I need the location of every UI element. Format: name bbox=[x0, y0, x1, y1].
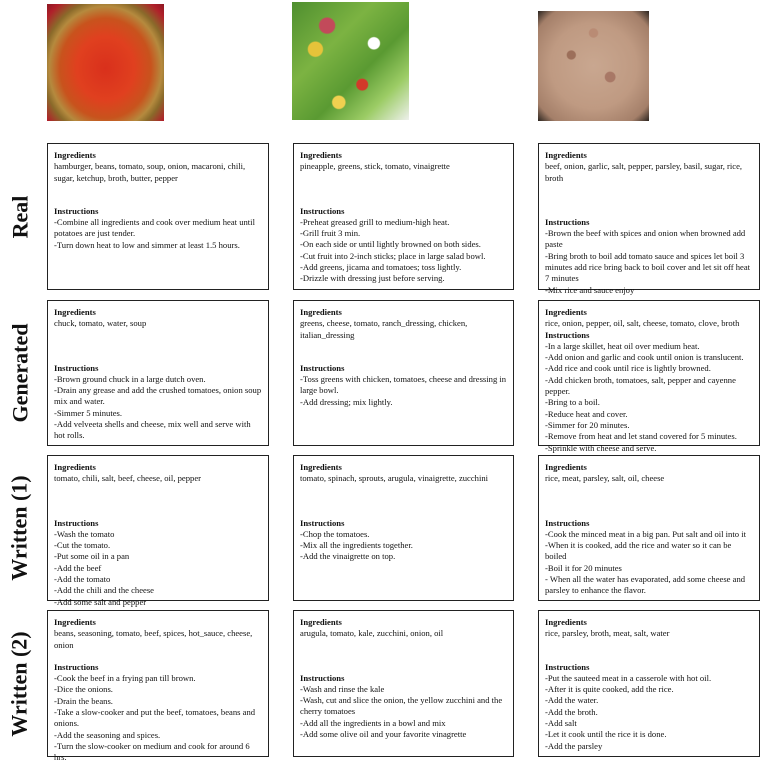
instruction-step: -Add all the ingredients in a bowl and mix bbox=[300, 717, 446, 728]
instruction-step: -Wash, cut and slice the onion, the yellow zucchini and the cherry tomatoes bbox=[300, 695, 503, 717]
instruction-step: -Add the chili and the cheese bbox=[54, 585, 154, 596]
chili-bowl-photo bbox=[47, 4, 164, 121]
instructions-list bbox=[300, 684, 507, 740]
instructions-heading: Instructions bbox=[54, 517, 99, 528]
ingredients-heading: Ingredients bbox=[300, 462, 342, 472]
ingredients-heading: Ingredients bbox=[300, 307, 342, 317]
instruction-step: -Simmer for 20 minutes. bbox=[545, 419, 630, 430]
instruction-step: -On each side or until lightly browned on both sides. bbox=[300, 239, 481, 250]
recipe-card-written2-1 bbox=[47, 610, 269, 763]
instructions-heading: Instructions bbox=[545, 517, 590, 528]
instruction-step: -Add the parsley bbox=[545, 740, 603, 751]
ingredients-heading: Ingredients bbox=[545, 150, 587, 160]
ingredients-heading: Ingredients bbox=[54, 462, 96, 472]
instructions-heading: Instructions bbox=[300, 517, 345, 528]
instruction-step: -Add the broth. bbox=[545, 706, 598, 717]
row-label-text: Generated bbox=[7, 323, 32, 423]
ingredients-list: greens, cheese, tomato, ranch_dressing, chicken, italian_dressing bbox=[300, 318, 468, 340]
instructions-list bbox=[545, 228, 753, 296]
instruction-step: -Wash the tomato bbox=[54, 528, 115, 539]
instruction-step: -Preheat greased grill to medium-high heat. bbox=[300, 216, 450, 227]
recipe-card-real-2 bbox=[293, 143, 514, 290]
instructions-list bbox=[300, 374, 507, 408]
ingredients-heading: Ingredients bbox=[300, 150, 342, 160]
instruction-step: -Drain the beans. bbox=[54, 695, 113, 706]
instructions-list bbox=[545, 341, 753, 454]
recipe-card-generated-2 bbox=[293, 300, 514, 446]
instruction-step: -Bring broth to boil add tomato sauce and spices let boil 3 minutes add rice bring back to boil cover and let sit off heat 7 minutes bbox=[545, 250, 751, 284]
row-label-text: Written (1) bbox=[7, 475, 33, 581]
ingredients-list: beans, seasoning, tomato, beef, spices, hot_sauce, cheese, onion bbox=[54, 628, 253, 650]
instructions-list bbox=[545, 529, 753, 597]
ingredients-list: chuck, tomato, water, soup bbox=[54, 318, 147, 329]
row-label-text: Real bbox=[7, 195, 33, 238]
row-label-real bbox=[0, 143, 40, 290]
salad-photo bbox=[292, 2, 409, 120]
instruction-step: -Mix all the ingredients together. bbox=[300, 540, 413, 551]
instruction-step: -Grill fruit 3 min. bbox=[300, 228, 361, 239]
ingredients-list: rice, parsley, broth, meat, salt, water bbox=[545, 628, 670, 639]
instruction-step: -Wash and rinse the kale bbox=[300, 683, 385, 694]
instruction-step: -Drizzle with dressing just before serving. bbox=[300, 273, 445, 284]
instructions-heading: Instructions bbox=[54, 362, 99, 373]
instruction-step: -Cook the minced meat in a big pan. Put salt and oil into it bbox=[545, 528, 746, 539]
ingredients-heading: Ingredients bbox=[54, 150, 96, 160]
ingredients-heading: Ingredients bbox=[545, 307, 587, 317]
instruction-step: -After it is quite cooked, add the rice. bbox=[545, 684, 674, 695]
recipe-card-written1-2 bbox=[293, 455, 514, 601]
instructions-heading: Instructions bbox=[300, 362, 345, 373]
instruction-step: -Cut the tomato. bbox=[54, 540, 111, 551]
ingredients-list: hamburger, beans, tomato, soup, onion, macaroni, chili, sugar, ketchup, broth, butter, pepper bbox=[54, 161, 246, 183]
instruction-step: -Mix rice and sauce enjoy bbox=[545, 284, 635, 295]
recipe-card-written1-3 bbox=[538, 455, 760, 601]
instruction-step: -Brown the beef with spices and onion when browned add paste bbox=[545, 228, 746, 250]
rice-beef-photo bbox=[538, 11, 649, 121]
instruction-step: -Add the tomato bbox=[54, 574, 111, 585]
instructions-heading: Instructions bbox=[300, 672, 345, 683]
instruction-step: -Dice the onions. bbox=[54, 684, 113, 695]
instruction-step: -Put some oil in a pan bbox=[54, 551, 130, 562]
row-label-written-1 bbox=[0, 455, 40, 601]
instructions-list bbox=[54, 217, 262, 251]
instruction-step: -Add the water. bbox=[545, 695, 599, 706]
recipe-card-written2-3 bbox=[538, 610, 760, 757]
instruction-step: -Sprinkle with cheese and serve. bbox=[545, 442, 657, 453]
instruction-step: -Add some salt and pepper bbox=[54, 596, 147, 607]
instruction-step: -Add salt bbox=[545, 718, 577, 729]
instruction-step: -Reduce heat and cover. bbox=[545, 408, 628, 419]
instruction-step: -Toss greens with chicken, tomatoes, cheese and dressing in large bowl. bbox=[300, 374, 507, 396]
ingredients-list: beef, onion, garlic, salt, pepper, parsley, basil, sugar, rice, broth bbox=[545, 161, 743, 183]
instruction-step: -In a large skillet, heat oil over medium heat. bbox=[545, 340, 700, 351]
recipe-card-generated-1 bbox=[47, 300, 269, 446]
ingredients-heading: Ingredients bbox=[545, 462, 587, 472]
ingredients-list: tomato, spinach, sprouts, arugula, vinaigrette, zucchini bbox=[300, 473, 489, 484]
instructions-heading: Instructions bbox=[54, 205, 99, 216]
recipe-card-real-1 bbox=[47, 143, 269, 290]
instruction-step: -Add onion and garlic and cook until onion is translucent. bbox=[545, 352, 744, 363]
ingredients-list: rice, meat, parsley, salt, oil, cheese bbox=[545, 473, 665, 484]
instruction-step: -When it is cooked, add the rice and water so it can be boiled bbox=[545, 540, 732, 562]
instruction-step: -Cook the beef in a frying pan till brown. bbox=[54, 673, 196, 684]
instruction-step: -Simmer 5 minutes. bbox=[54, 407, 123, 418]
instruction-step: - When all the water has evaporated, add some cheese and parsley to enhance the flavor. bbox=[545, 574, 746, 596]
row-label-generated bbox=[0, 300, 40, 446]
recipe-card-real-3 bbox=[538, 143, 760, 295]
instructions-list bbox=[54, 529, 262, 608]
instructions-heading: Instructions bbox=[545, 216, 590, 227]
instruction-step: -Let it cook until the rice it is done. bbox=[545, 729, 667, 740]
ingredients-heading: Ingredients bbox=[54, 617, 96, 627]
instruction-step: -Cut fruit into 2-inch sticks; place in large salad bowl. bbox=[300, 250, 486, 261]
instructions-list bbox=[300, 529, 507, 563]
instructions-list bbox=[54, 673, 262, 763]
recipe-card-written2-2 bbox=[293, 610, 514, 757]
instruction-step: -Chop the tomatoes. bbox=[300, 528, 370, 539]
instruction-step: -Add the vinaigrette on top. bbox=[300, 551, 396, 562]
instruction-step: -Boil it for 20 minutes bbox=[545, 562, 622, 573]
instruction-step: -Take a slow-cooker and put the beef, tomatoes, beans and onions. bbox=[54, 707, 256, 729]
ingredients-list: rice, onion, pepper, oil, salt, cheese, tomato, clove, broth bbox=[545, 318, 740, 329]
ingredients-heading: Ingredients bbox=[545, 617, 587, 627]
instructions-heading: Instructions bbox=[54, 661, 99, 672]
instructions-heading: Instructions bbox=[545, 329, 590, 340]
instructions-list bbox=[54, 374, 262, 442]
instruction-step: -Add velveeta shells and cheese, mix well and serve with hot rolls. bbox=[54, 419, 251, 441]
recipe-card-generated-3 bbox=[538, 300, 760, 453]
ingredients-list: tomato, chili, salt, beef, cheese, oil, pepper bbox=[54, 473, 201, 484]
ingredients-heading: Ingredients bbox=[54, 307, 96, 317]
instruction-step: -Remove from heat and let stand covered for 5 minutes. bbox=[545, 431, 737, 442]
instruction-step: -Add the beef bbox=[54, 562, 102, 573]
row-label-written-2 bbox=[0, 610, 40, 757]
instructions-heading: Instructions bbox=[545, 661, 590, 672]
instruction-step: -Combine all ingredients and cook over medium heat until potatoes are just tender. bbox=[54, 217, 255, 239]
instruction-step: -Turn the slow-cooker on medium and cook for around 6 hrs. bbox=[54, 740, 250, 763]
instruction-step: -Bring to a boil. bbox=[545, 397, 600, 408]
instruction-step: -Brown ground chuck in a large dutch oven. bbox=[54, 373, 206, 384]
instruction-step: -Add chicken broth, tomatoes, salt, pepper and cayenne pepper. bbox=[545, 374, 736, 397]
instruction-step: -Add rice and cook until rice is lightly browned. bbox=[545, 363, 711, 374]
instructions-list bbox=[545, 673, 753, 752]
instruction-step: -Drain any grease and add the crushed tomatoes, onion soup mix and water. bbox=[54, 385, 262, 407]
ingredients-heading: Ingredients bbox=[300, 617, 342, 627]
instruction-step: -Add the seasoning and spices. bbox=[54, 729, 161, 740]
ingredients-list: pineapple, greens, stick, tomato, vinaigrette bbox=[300, 161, 450, 172]
recipe-card-written1-1 bbox=[47, 455, 269, 607]
instruction-step: -Add dressing; mix lightly. bbox=[300, 396, 393, 407]
instruction-step: -Add greens, jicama and tomatoes; toss lightly. bbox=[300, 262, 462, 273]
instructions-list bbox=[300, 217, 507, 285]
instructions-heading: Instructions bbox=[300, 205, 345, 216]
instruction-step: -Turn down heat to low and simmer at least 1.5 hours. bbox=[54, 239, 240, 250]
instruction-step: -Add some olive oil and your favorite vinagrette bbox=[300, 729, 467, 740]
row-label-text: Written (2) bbox=[7, 630, 33, 737]
instruction-step: -Put the sauteed meat in a casserole with hot oil. bbox=[545, 672, 712, 683]
ingredients-list: arugula, tomato, kale, zucchini, onion, oil bbox=[300, 628, 444, 639]
